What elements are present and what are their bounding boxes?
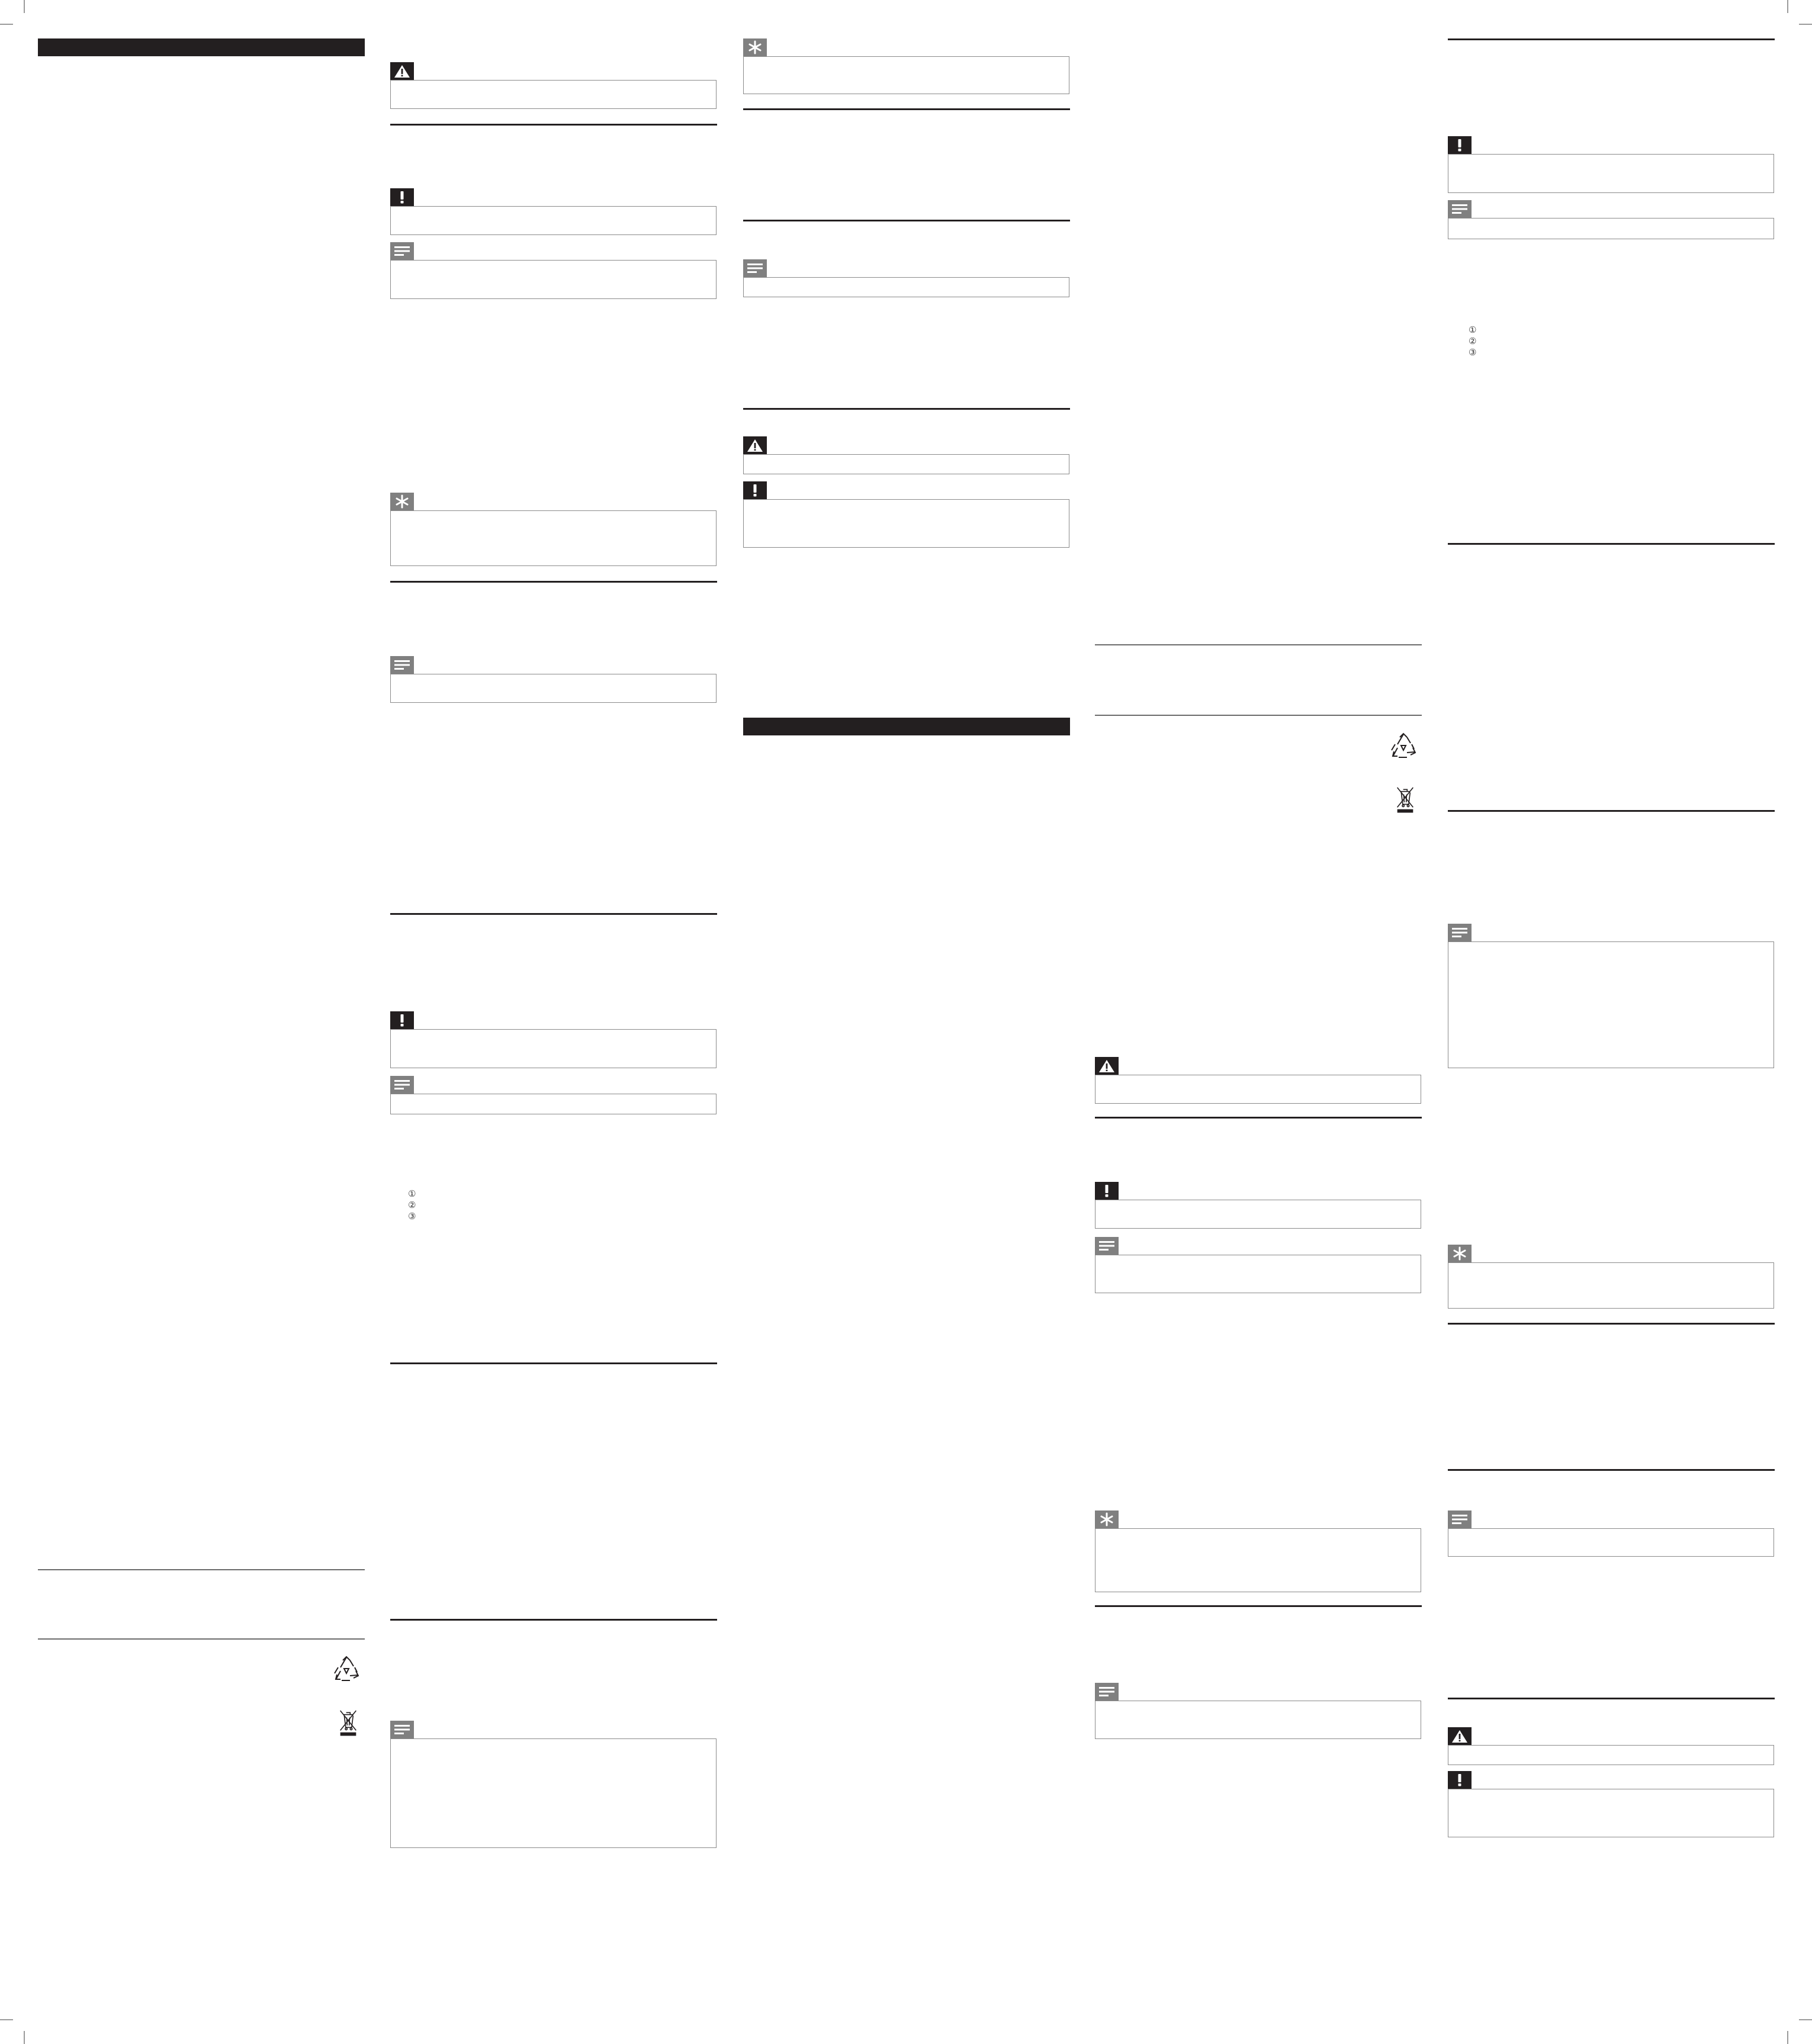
note-badge: [1095, 1237, 1119, 1255]
note-box: [1095, 1701, 1421, 1739]
asterisk-icon: [743, 38, 767, 56]
section-rule: [390, 913, 717, 915]
note-lines-icon: [390, 656, 414, 674]
crop-mark-br-v: [1787, 2031, 1788, 2044]
column-4: [1095, 0, 1422, 2044]
note-badge: [390, 242, 414, 260]
crossed-out-bin-icon: [1393, 782, 1417, 817]
note-box: [1095, 1255, 1421, 1293]
caution-box: [1448, 154, 1774, 193]
exclamation-icon: [390, 188, 414, 206]
note-badge: [390, 1721, 414, 1738]
exclamation-icon: [743, 481, 767, 499]
section-rule: [1448, 1469, 1775, 1471]
warning-box: [1448, 1745, 1774, 1765]
warning-triangle-icon: [1095, 1057, 1119, 1075]
tip-badge: [390, 493, 414, 510]
warning-triangle-icon: [743, 436, 767, 454]
exclamation-icon: [1448, 1771, 1472, 1789]
warning-box: [1095, 1075, 1421, 1104]
crop-mark-tl-v: [24, 0, 25, 13]
section-rule: [1448, 38, 1775, 40]
tip-box: [1448, 1262, 1774, 1309]
note-lines-icon: [1448, 1510, 1472, 1528]
crop-mark-bl-h: [0, 2019, 13, 2020]
section-rule: [1095, 1605, 1422, 1607]
warning-badge: [390, 62, 414, 80]
column-5: [1448, 0, 1775, 2044]
exclamation-icon: [1095, 1182, 1119, 1200]
column-1: [38, 0, 365, 2044]
caution-badge: [390, 188, 414, 206]
note-badge: [743, 259, 767, 277]
note-lines-icon: [1095, 1237, 1119, 1255]
exclamation-icon: [1448, 136, 1472, 154]
crop-mark-tr-h: [1799, 24, 1812, 25]
warning-triangle-icon: [1448, 1727, 1472, 1745]
note-lines-icon: [743, 259, 767, 277]
crop-mark-br-h: [1799, 2019, 1812, 2020]
section-rule: [390, 124, 717, 126]
section-rule: [743, 108, 1070, 110]
crop-mark-tl-h: [0, 24, 13, 25]
warning-box: [743, 454, 1069, 474]
section-rule: [390, 1619, 717, 1621]
note-lines-icon: [390, 242, 414, 260]
marker-1: ①: [1469, 324, 1477, 335]
recycle-icon: [1389, 732, 1418, 761]
note-box: [743, 277, 1069, 297]
section-rule: [38, 1638, 365, 1640]
section-title-bar: [38, 38, 365, 56]
section-rule: [743, 408, 1070, 410]
asterisk-icon: [1095, 1510, 1119, 1528]
note-box: [1448, 941, 1774, 1068]
section-rule: [1095, 1117, 1422, 1119]
tip-badge: [1448, 1245, 1472, 1262]
section-rule: [1448, 1323, 1775, 1325]
note-box: [390, 1738, 717, 1848]
section-rule: [1095, 644, 1422, 645]
note-box: [1448, 218, 1774, 239]
crop-mark-bl-v: [24, 2031, 25, 2044]
note-lines-icon: [1095, 1683, 1119, 1701]
caution-badge: [743, 481, 767, 499]
caution-box: [743, 499, 1069, 548]
caution-badge: [1448, 136, 1472, 154]
section-rule: [390, 581, 717, 583]
warning-badge: [1448, 1727, 1472, 1745]
note-box: [390, 260, 717, 299]
caution-box: [390, 206, 717, 235]
note-lines-icon: [1448, 200, 1472, 218]
column-3: [743, 0, 1070, 2044]
tip-badge: [743, 38, 767, 56]
marker-2: ②: [408, 1200, 416, 1210]
marker-3: ③: [408, 1211, 416, 1222]
note-badge: [1448, 200, 1472, 218]
note-badge: [390, 1076, 414, 1094]
note-box: [390, 674, 717, 703]
asterisk-icon: [1448, 1245, 1472, 1262]
warning-triangle-icon: [390, 62, 414, 80]
recycle-icon: [332, 1656, 361, 1684]
section-title-bar: [743, 718, 1070, 735]
numbered-markers: [408, 1188, 416, 1222]
section-rule: [1095, 715, 1422, 716]
section-rule: [1448, 810, 1775, 812]
marker-1: ①: [408, 1188, 416, 1199]
note-badge: [1448, 924, 1472, 941]
note-badge: [390, 656, 414, 674]
section-rule: [1448, 1698, 1775, 1699]
note-lines-icon: [390, 1721, 414, 1738]
marker-2: ②: [1469, 336, 1477, 346]
tip-box: [390, 510, 717, 566]
note-box: [390, 1094, 717, 1114]
tip-box: [743, 56, 1069, 94]
caution-badge: [1095, 1182, 1119, 1200]
warning-box: [390, 80, 717, 109]
caution-box: [1448, 1789, 1774, 1837]
note-lines-icon: [1448, 924, 1472, 941]
note-badge: [1095, 1683, 1119, 1701]
tip-box: [1095, 1528, 1421, 1592]
note-box: [1448, 1528, 1774, 1557]
caution-badge: [390, 1011, 414, 1029]
note-badge: [1448, 1510, 1472, 1528]
note-lines-icon: [390, 1076, 414, 1094]
column-2: [390, 0, 717, 2044]
crop-mark-tr-v: [1787, 0, 1788, 13]
marker-3: ③: [1469, 347, 1477, 358]
section-rule: [1448, 543, 1775, 545]
section-rule: [38, 1569, 365, 1570]
asterisk-icon: [390, 493, 414, 510]
section-rule: [743, 220, 1070, 221]
crossed-out-bin-icon: [336, 1705, 360, 1740]
caution-badge: [1448, 1771, 1472, 1789]
caution-box: [390, 1029, 717, 1068]
caution-box: [1095, 1200, 1421, 1229]
exclamation-icon: [390, 1011, 414, 1029]
warning-badge: [743, 436, 767, 454]
warning-badge: [1095, 1057, 1119, 1075]
section-rule: [390, 1362, 717, 1364]
tip-badge: [1095, 1510, 1119, 1528]
numbered-markers: [1469, 324, 1476, 358]
